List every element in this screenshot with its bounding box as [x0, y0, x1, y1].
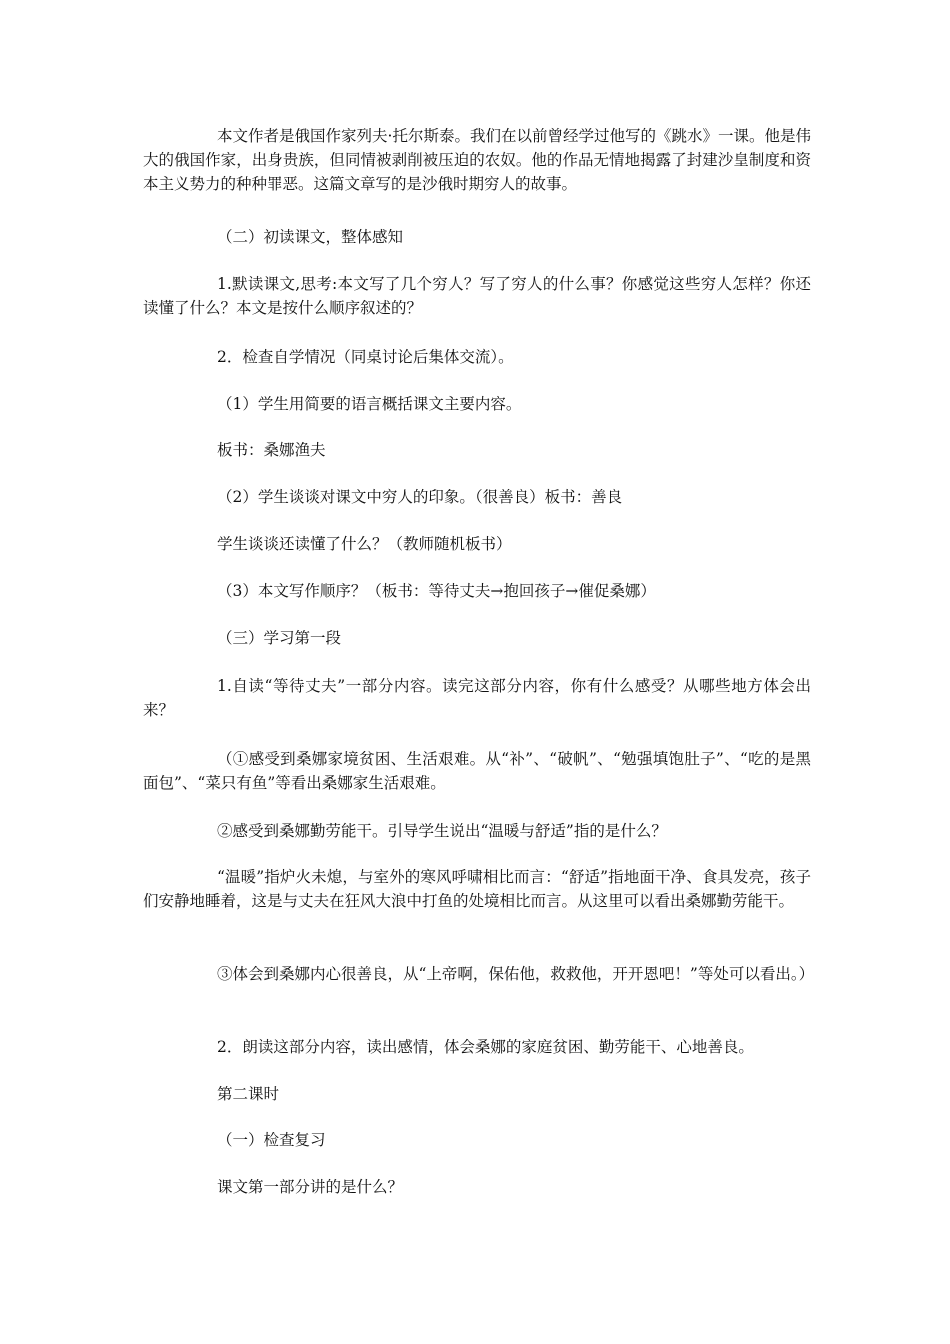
point-hardworking: ②感受到桑娜勤劳能干。引导学生说出“温暖与舒适”指的是什么？: [217, 822, 667, 840]
section-heading-review: （一）检查复习: [217, 1131, 326, 1149]
item-writing-order: （3）本文写作顺序？（板书：等待丈夫→抱回孩子→催促桑娜）: [217, 582, 656, 600]
task-self-read: 1.自读“等待丈夫”一部分内容。读完这部分内容，你有什么感受？从哪些地方体会出来？: [143, 677, 811, 719]
point-poverty: （①感受到桑娜家境贫困、生活艰难。从“补”、“破帆”、“勉强填饱肚子”、“吃的是黑面包”、“菜只有鱼”等看出桑娜家生活艰难。: [143, 750, 811, 792]
intro-paragraph: 本文作者是俄国作家列夫·托尔斯泰。我们在以前曾经学过他写的《跳水》一课。他是伟大的俄国作家，出身贵族，但同情被剥削被压迫的农奴。他的作品无情地揭露了封建沙皇制度和资本主义势力的种种罪恶。这篇文章写的是沙俄时期穷人的故事。: [143, 127, 811, 193]
task-read-aloud: 2．朗读这部分内容，读出感情，体会桑娜的家庭贫困、勤劳能干、心地善良。: [217, 1038, 754, 1056]
task-check-self-study: 2．检查自学情况（同桌讨论后集体交流）。: [217, 348, 514, 366]
task-silent-reading: 1.默读课文,思考:本文写了几个穷人？写了穷人的什么事？你感觉这些穷人怎样？你还读懂了什么？本文是按什么顺序叙述的？: [143, 275, 811, 317]
item-understood: 学生谈谈还读懂了什么？（教师随机板书）: [217, 535, 512, 553]
board-note-characters: 板书：桑娜渔夫: [217, 441, 326, 459]
section-heading-first-reading: （二）初读课文，整体感知: [217, 228, 404, 246]
point-kindness: ③体会到桑娜内心很善良，从“上帝啊，保佑他，救救他，开开恩吧！”等处可以看出。）: [217, 965, 815, 983]
section-heading-first-part: （三）学习第一段: [217, 629, 342, 647]
lesson-heading-second: 第二课时: [217, 1085, 280, 1103]
point-warmth-comfort: “温暖”指炉火未熄，与室外的寒风呼啸相比而言：“舒适”指地面干净、食具发亮，孩子们安静地睡着，这是与丈夫在狂风大浪中打鱼的处境相比而言。从这里可以看出桑娜勤劳能干。: [143, 868, 811, 910]
item-summarize-content: （1）学生用简要的语言概括课文主要内容。: [217, 395, 522, 413]
review-question: 课文第一部分讲的是什么？: [217, 1178, 404, 1196]
item-impression: （2）学生谈谈对课文中穷人的印象。（很善良）板书：善良: [217, 488, 623, 506]
